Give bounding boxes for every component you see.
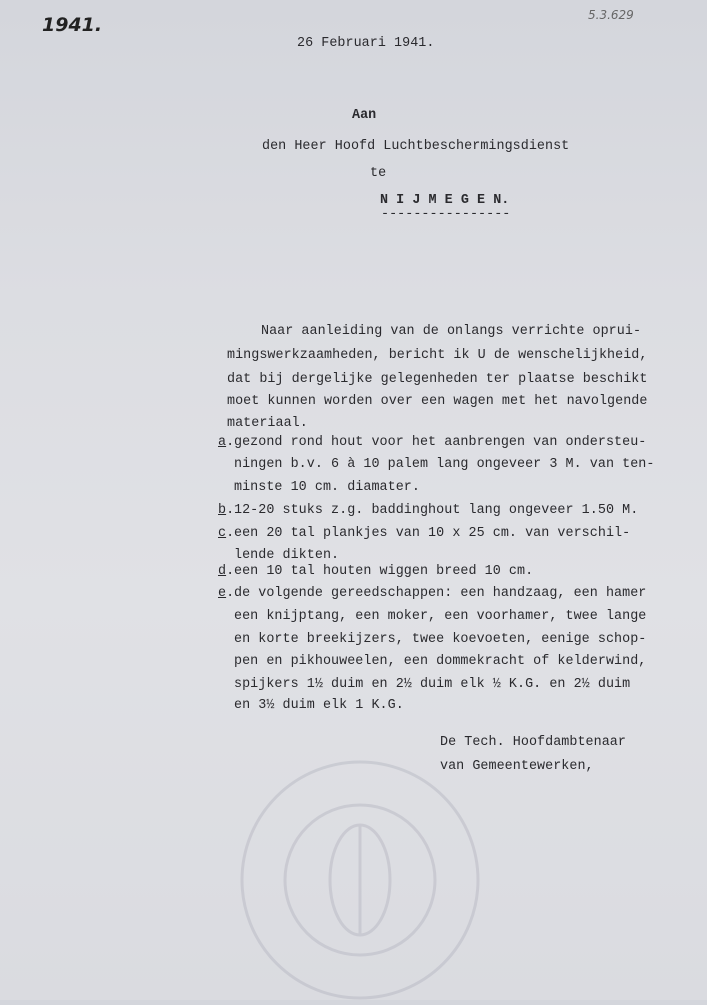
list-item-line: 12-20 stuks z.g. baddinghout lang ongeveer 1.50 M. <box>234 503 639 518</box>
list-item-line: ningen b.v. 6 à 10 palem lang ongeveer 3 M. van ten- <box>234 457 655 472</box>
address-underline: ---------------- <box>381 207 511 222</box>
list-item-line: pen en pikhouweelen, een dommekracht of kelderwind, <box>234 654 647 669</box>
body-line: materiaal. <box>227 416 308 431</box>
body-line: moet kunnen worden over een wagen met het navolgende <box>227 394 648 409</box>
address-line-3: te <box>370 166 387 181</box>
signature-line-1: De Tech. Hoofdambtenaar <box>440 735 626 750</box>
list-item-line: een knijptang, een moker, een voorhamer, twee lange <box>234 609 647 624</box>
signature-line-2: van Gemeentewerken, <box>440 759 594 774</box>
list-marker: c. <box>218 526 235 541</box>
list-item-line: een 20 tal plankjes van 10 x 25 cm. van verschil- <box>234 526 631 541</box>
list-item-line: gezond rond hout voor het aanbrengen van ondersteu- <box>234 435 647 450</box>
body-line: mingswerkzaamheden, bericht ik U de wenschelijkheid, <box>227 348 648 363</box>
list-item-line: de volgende gereedschappen: een handzaag, een hamer <box>234 586 647 601</box>
list-marker-letter: c <box>218 526 227 541</box>
list-item-line: spijkers 1½ duim en 2½ duim elk ½ K.G. en 2½ duim <box>234 677 631 692</box>
address-line-1: Aan <box>352 108 377 123</box>
letter-date: 26 Februari 1941. <box>297 36 435 51</box>
handwritten-year: 1941. <box>42 14 103 36</box>
list-marker-letter: e <box>218 586 227 601</box>
stamp-seal <box>235 755 485 1005</box>
list-item-line: en 3½ duim elk 1 K.G. <box>234 698 404 713</box>
list-item-line: minste 10 cm. diamater. <box>234 480 420 495</box>
body-line: Naar aanleiding van de onlangs verrichte oprui- <box>261 324 642 339</box>
list-marker: b. <box>218 503 235 518</box>
list-item-line: lende dikten. <box>234 548 340 563</box>
body-line: dat bij dergelijke gelegenheden ter plaatse beschikt <box>227 372 648 387</box>
address-line-2: den Heer Hoofd Luchtbeschermingsdienst <box>262 139 570 154</box>
list-marker: e. <box>218 586 235 601</box>
list-item-line: en korte breekijzers, twee koevoeten, eenige schop- <box>234 632 647 647</box>
list-marker-letter: d <box>218 564 227 579</box>
archive-number: 5.3.629 <box>588 8 634 22</box>
address-city: N I J M E G E N. <box>380 193 510 208</box>
list-marker: d. <box>218 564 235 579</box>
list-item-line: een 10 tal houten wiggen breed 10 cm. <box>234 564 534 579</box>
list-marker: a. <box>218 435 235 450</box>
list-marker-letter: b <box>218 503 227 518</box>
list-marker-letter: a <box>218 435 227 450</box>
